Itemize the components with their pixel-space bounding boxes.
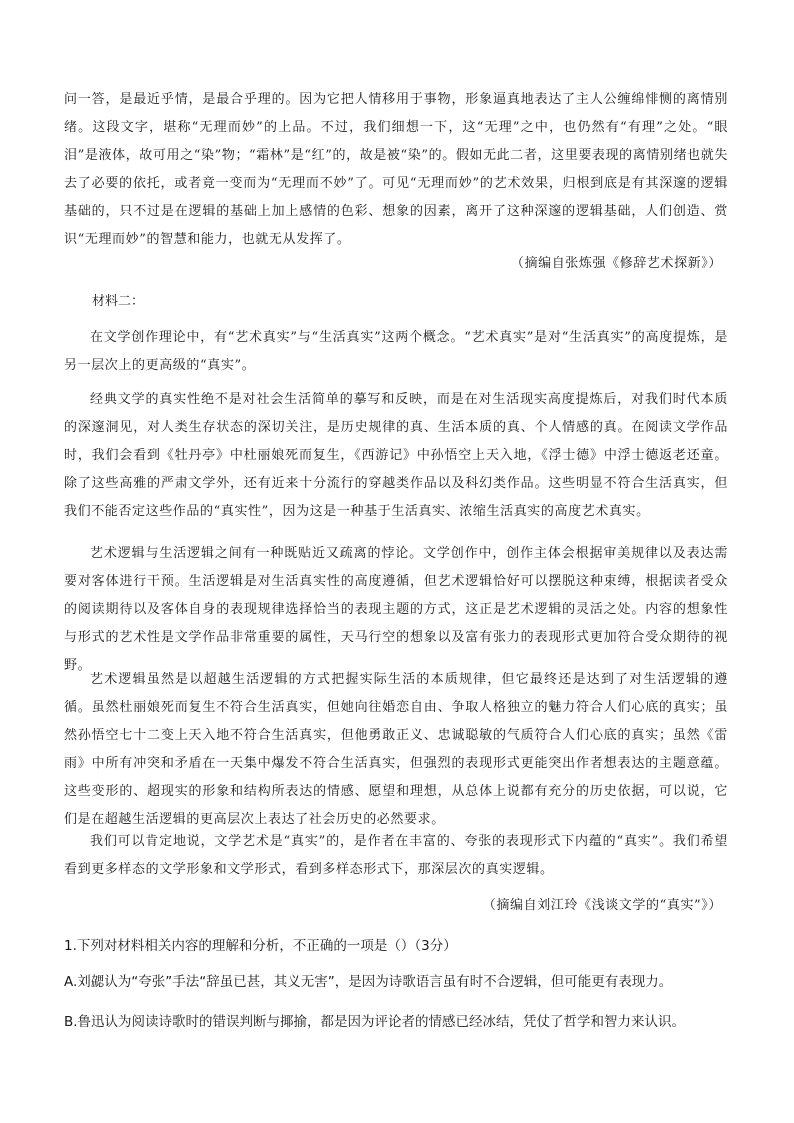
paragraph-conclusion: 我们可以肯定地说，文学艺术是“真实”的，是作者在丰富的、夸张的表现形式下内蕴的“真实”。我们希望看到更多样态的文学形象和文学形式，看到多样态形式下，那深层次的真实逻辑。	[64, 834, 728, 877]
source-citation-2: （摘编自刘江玲《浅谈文学的“真实”》）	[482, 898, 722, 913]
question-stem: 1.下列对材料相关内容的理解和分析，不正确的一项是（）（3分）	[64, 938, 457, 954]
paragraph-art-logic-paradox: 艺术逻辑与生活逻辑之间有一种既贴近又疏离的悖论。文学创作中，创作主体会根据审美规律以及表达需要对客体进行干预。生活逻辑是对生活真实性的高度遵循，但艺术逻辑恰好可以摆脱这种束缚，根据读者受众的阅读期待以及客体自身的表现规律选择恰当的表现主题的方式，这正是艺术逻辑的灵活之处。内容的想象性与形式的艺术性是文学作品非常重要的属性，天马行空的想象以及富有张力的表现形式更加符合受众期待的视野。	[64, 546, 728, 673]
paragraph-continuation: 问一答，是最近乎情，是最合乎理的。因为它把人情移用于事物，形象逼真地表达了主人公缠绵悱恻的离情别绪。这段文字，堪称“无理而妙”的上品。不过，我们细想一下，这“无理”之中，也仍然有“有理”之处。“眼泪”是液体，故可用之“染”物；“霜林”是“红”的，故是被“染”的。假如无此二者，这里要表现的离情别绪也就失去了必要的依托，或者竟一变而为“无理而不妙”了。可见“无理而妙”的艺术效果，归根到底是有其深邃的逻辑基础的，只不过是在逻辑的基础上加上感情的色彩、想象的因素，离开了这种深邃的逻辑基础，人们创造、赏识“无理而妙”的智慧和能力，也就无从发挥了。	[64, 92, 728, 247]
option-b: B.鲁迅认为阅读诗歌时的错误判断与揶揄，都是因为评论者的情感已经冰结，凭仗了哲学和智力来认识。	[64, 1014, 686, 1030]
material-two-heading: 材料二：	[92, 294, 145, 309]
paragraph-art-truth-concept: 在文学创作理论中，有“艺术真实”与“生活真实”这两个概念。“艺术真实”是对“生活真实”的高度提炼，是另一层次上的更高级的“真实”。	[64, 330, 728, 373]
option-a: A.刘勰认为“夸张”手法“辞虽已甚，其义无害”，是因为诗歌语言虽有时不合逻辑，但可能更有表现力。	[64, 974, 673, 990]
paragraph-art-logic-follows-life: 艺术逻辑虽然是以超越生活逻辑的方式把握实际生活的本质规律，但它最终还是达到了对生活逻辑的遵循。虽然杜丽娘死而复生不符合生活真实，但她向往婚恋自由、争取人格独立的魅力符合人们心底的真实；虽然孙悟空七十二变上天入地不符合生活真实，但他勇敢正义、忠诚聪敏的气质符合人们心底的真实；虽然《雷雨》中所有冲突和矛盾在一天集中爆发不符合生活真实，但强烈的表现形式更能突出作者想表达的主题意蕴。这些变形的、超现实的形象和结构所表达的情感、愿望和理想，从总体上说都有充分的历史依据，可以说，它们是在超越生活逻辑的更高层次上表达了社会历史的必然要求。	[64, 672, 728, 827]
source-citation-1: （摘编自张炼强《修辞艺术探新》）	[510, 256, 722, 271]
paragraph-classic-literature-truth: 经典文学的真实性绝不是对社会生活简单的摹写和反映，而是在对生活现实高度提炼后，对我们时代本质的深邃洞见，对人类生存状态的深切关注，是历史规律的真、生活本质的真、个人情感的真。在阅读文学作品时，我们会看到《牡丹亭》中杜丽娘死而复生，《西游记》中孙悟空上天入地，《浮士德》中浮士德返老还童。除了这些高雅的严肃文学外，还有近来十分流行的穿越类作品以及科幻类作品。这些明显不符合生活真实，但我们不能否定这些作品的“真实性”，因为这是一种基于生活真实、浓缩生活真实的高度艺术真实。	[64, 392, 728, 519]
